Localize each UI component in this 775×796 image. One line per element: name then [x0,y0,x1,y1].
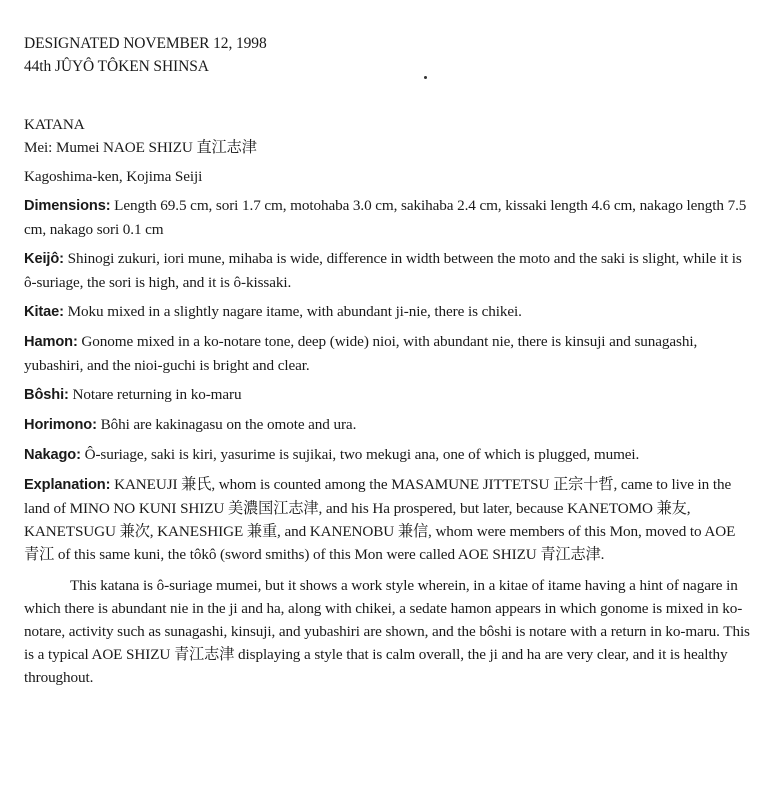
explanation-paragraph [24,473,754,566]
boshi-label: Bôshi: [24,387,69,403]
nakago-label: Nakago: [24,447,81,463]
explanation-label: Explanation: [24,477,111,493]
dimensions-label: Dimensions: [24,198,111,214]
kitae-label: Kitae: [24,304,64,320]
keijo-text: Shinogi zukuri, iori mune, mihaba is wide, difference in width between the moto and the saki is slight, while it is ô-suriage, the sori is high, and it is ô-kissaki. [24,250,742,291]
designation-date: DESIGNATED NOVEMBER 12, 1998 [24,35,267,52]
nakago-paragraph [24,443,754,467]
sword-mei: Mei: Mumei NAOE SHIZU 直江志津 [24,139,257,156]
boshi-paragraph [24,383,754,407]
nakago-text: Ô-suriage, saki is kiri, yasurime is sujikai, two mekugi ana, one of which is plugged, mumei. [80,446,640,463]
hamon-paragraph [24,330,754,377]
explanation-text: KANEUJI 兼氏, whom is counted among the MASAMUNE JITTETSU 正宗十哲, came to live in the land of MINO NO KUNI SHIZU 美濃国江志津, and his Ha prospered, but later, because KANETOMO 兼友, KANETSUGU 兼次, KANESHIGE 兼重, and KANENOBU 兼信, whom were members of this Mon, moved to AOE 青江 of this same kuni, the tôkô (sword smiths) of this Mon were called AOE SHIZU 青江志津. [24,476,736,563]
dimensions-text: Length 69.5 cm, sori 1.7 cm, motohaba 3.0 cm, sakihaba 2.4 cm, kissaki length 4.6 cm, nakago length 7.5 cm, nakago sori 0.1 cm [24,197,747,238]
scan-speck [424,76,427,79]
dimensions-paragraph [24,194,754,241]
boshi-text: Notare returning in ko-maru [68,386,242,403]
hamon-label: Hamon: [24,334,78,350]
horimono-paragraph [24,413,754,437]
closing-paragraph: This katana is ô-suriage mumei, but it shows a work style wherein, in a kitae of itame having a hint of nagare in which there is abundant nie in the ji and ha, along with chikei, a sedate hamon appears in which gonome is mixed in ko-notare, activity such as sunagashi, kinsuji, and yubashiri are shown, and the bôshi is notare with a return in ko-maru. This is a typical AOE SHIZU 青江志津 displaying a style that is calm overall, the ji and ha are very clear, and it is healthy throughout. [24,577,750,686]
document-page [24,32,754,689]
kitae-text: Moku mixed in a slightly nagare itame, with abundant ji-nie, there is chikei. [63,303,522,320]
owner-line: Kagoshima-ken, Kojima Seiji [24,168,203,185]
hamon-text: Gonome mixed in a ko-notare tone, deep (wide) nioi, with abundant nie, there is kinsuji and sunagashi, yubashiri, and the nioi-guchi is bright and clear. [24,333,698,374]
horimono-label: Horimono: [24,417,97,433]
sword-type: KATANA [24,116,85,133]
kitae-paragraph [24,300,754,324]
shinsa-session: 44th JÛYÔ TÔKEN SHINSA [24,58,209,75]
horimono-text: Bôhi are kakinagasu on the omote and ura. [96,416,357,433]
keijo-label: Keijô: [24,251,64,267]
keijo-paragraph [24,247,754,294]
